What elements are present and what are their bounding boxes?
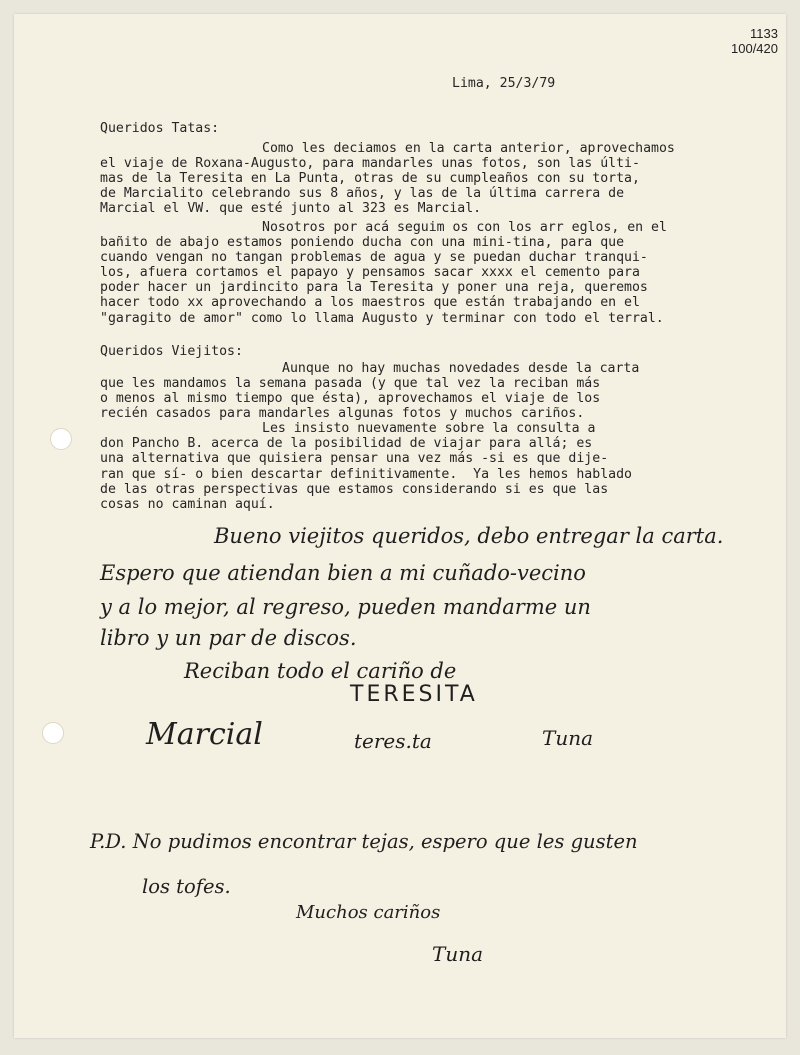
text-line: recién casados para mandarles algunas fotos y muchos cariños. xyxy=(100,406,585,421)
signature-tuna: Tuna xyxy=(542,726,594,750)
text-line: don Pancho B. acerca de la posibilidad de viajar para allá; es xyxy=(100,436,593,451)
signature-teresita: teres.ta xyxy=(354,729,432,753)
text-line: ran que sí- o bien descartar definitivamente. Ya les hemos hablado xyxy=(100,467,632,482)
handwritten-line: libro y un par de discos. xyxy=(100,626,357,650)
text-line: Aunque no hay muchas novedades desde la carta xyxy=(282,361,640,376)
letter-sheet xyxy=(14,14,786,1038)
greeting-tatas: Queridos Tatas: xyxy=(100,121,220,136)
text-line: poder hacer un jardincito para la Teresita y poner una reja, queremos xyxy=(100,280,648,295)
text-line: cosas no caminan aquí. xyxy=(100,497,275,512)
archive-number: 1133 xyxy=(750,26,778,41)
text-line: cuando vengan no tangan problemas de agua y se puedan duchar tranqui- xyxy=(100,250,648,265)
handwritten-line: Reciban todo el cariño de xyxy=(184,659,457,683)
punch-hole-bottom xyxy=(42,722,64,744)
text-line: bañito de abajo estamos poniendo ducha con una mini-tina, para que xyxy=(100,235,625,250)
greeting-viejitos: Queridos Viejitos: xyxy=(100,344,243,359)
text-line: Nosotros por acá seguim os con los arr eglos, en el xyxy=(262,220,667,235)
handwritten-line: Espero que atiendan bien a mi cuñado-vecino xyxy=(100,561,586,585)
archive-folio: 100/420 xyxy=(731,41,778,56)
text-line: Como les deciamos en la carta anterior, aprovechamos xyxy=(262,141,675,156)
closing-line: Muchos cariños xyxy=(296,902,441,923)
punch-hole-top xyxy=(50,428,72,450)
text-line: los, afuera cortamos el papayo y pensamos sacar xxxx el cemento para xyxy=(100,265,640,280)
text-line: "garagito de amor" como lo llama Augusto y terminar con todo el terral. xyxy=(100,311,664,326)
postscript-line: los tofes. xyxy=(142,875,231,898)
text-line: el viaje de Roxana-Augusto, para mandarles unas fotos, son las últi- xyxy=(100,156,640,171)
handwritten-line: y a lo mejor, al regreso, pueden mandarme un xyxy=(100,595,591,619)
handwritten-line: Bueno viejitos queridos, debo entregar la carta. xyxy=(214,524,724,548)
text-line: mas de la Teresita en La Punta, otras de su cumpleaños con su torta, xyxy=(100,171,640,186)
text-line: Les insisto nuevamente sobre la consulta a xyxy=(262,421,596,436)
date-line: Lima, 25/3/79 xyxy=(452,76,556,91)
text-line: Marcial el VW. que esté junto al 323 es Marcial. xyxy=(100,201,482,216)
signature-teresita-caps: TERESITA xyxy=(350,682,478,707)
signature-marcial: Marcial xyxy=(146,717,263,752)
archive-reference xyxy=(731,26,778,56)
text-line: de Marcialito celebrando sus 8 años, y las de la última carrera de xyxy=(100,186,625,201)
text-line: que les mandamos la semana pasada (y que tal vez la reciban más xyxy=(100,376,601,391)
text-line: o menos al mismo tiempo que ésta), aprovechamos el viaje de los xyxy=(100,391,601,406)
postscript-line: P.D. No pudimos encontrar tejas, espero que les gusten xyxy=(90,830,638,853)
text-line: una alternativa que quisiera pensar una vez más -si es que dije- xyxy=(100,451,609,466)
text-line: hacer todo xx aprovechando a los maestros que están trabajando en el xyxy=(100,295,640,310)
text-line: de las otras perspectivas que estamos considerando si es que las xyxy=(100,482,609,497)
closing-signature: Tuna xyxy=(432,942,484,966)
